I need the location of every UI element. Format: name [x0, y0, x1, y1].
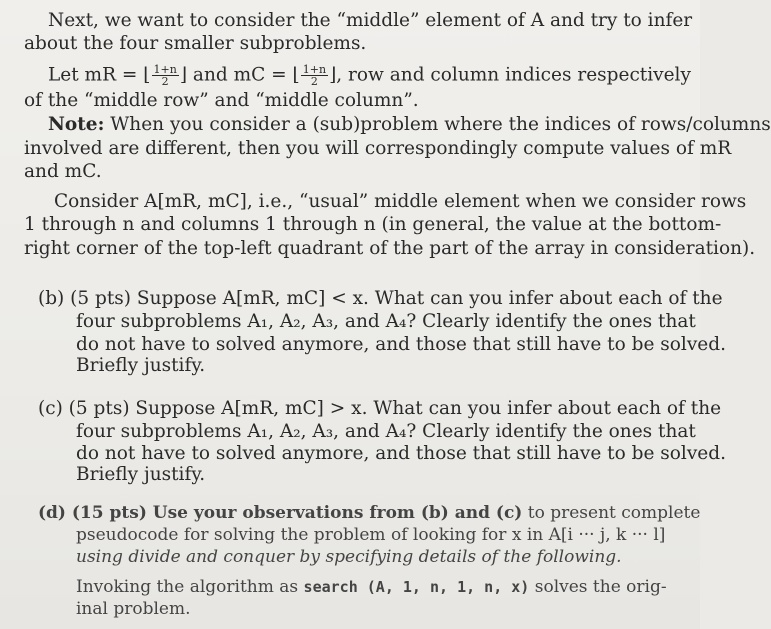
- part-b-line-1: (b) (5 pts) Suppose A[mR, mC] < x. What can you infer about each of the: [38, 288, 723, 309]
- consider-line-3: right corner of the top-left quadrant of the part of the array in consideration).: [24, 238, 756, 259]
- fraction-1: [152, 64, 179, 87]
- part-d-line-5: inal problem.: [76, 599, 191, 619]
- part-c-line-3: do not have to solved anymore, and those that still have to be solved.: [76, 443, 726, 464]
- part-c-line-1: (c) (5 pts) Suppose A[mR, mC] > x. What can you infer about each of the: [38, 398, 722, 419]
- fraction-1-denominator: 2: [161, 75, 169, 88]
- part-d-heading-tail: to present complete: [522, 503, 701, 523]
- part-d-line-2: pseudocode for solving the problem of looking for x in A[i ··· j, k ··· l]: [76, 525, 666, 545]
- note-line-3: and mC.: [24, 161, 102, 182]
- part-b-line-4: Briefly justify.: [76, 355, 206, 376]
- part-c-line-4: Briefly justify.: [76, 464, 206, 485]
- part-d-invoke-text: Invoking the algorithm as: [76, 577, 304, 597]
- fraction-2: [301, 64, 328, 87]
- let-suffix: ⌋, row and column indices respectively: [329, 64, 691, 86]
- consider-line-1: Consider A[mR, mC], i.e., “usual” middle element when we consider rows: [54, 191, 747, 212]
- part-d-line-1: [38, 502, 700, 524]
- search-call-code: search (A, 1, n, 1, n, x): [303, 578, 530, 596]
- part-d-line-3: using divide and conquer by specifying details of the following.: [76, 547, 622, 567]
- note-line-2: involved are different, then you will correspondingly compute values of mR: [24, 138, 732, 159]
- fraction-2-numerator: 1+n: [302, 63, 327, 76]
- note-label: Note:: [48, 114, 105, 135]
- part-b-line-2: four subproblems A₁, A₂, A₃, and A₄? Clearly identify the ones that: [76, 311, 696, 332]
- note-text: When you consider a (sub)problem where the indices of rows/columns: [104, 114, 771, 135]
- part-d-heading: (d) (15 pts) Use your observations from (b) and (c): [38, 503, 523, 523]
- intro-line-2: about the four smaller subproblems.: [24, 33, 367, 54]
- let-prefix: Let mR = ⌊: [48, 64, 151, 86]
- note-line-1: [48, 114, 771, 136]
- part-d-line-4: [76, 576, 667, 598]
- let-line-2: of the “middle row” and “middle column”.: [24, 90, 419, 111]
- consider-line-2: 1 through n and columns 1 through n (in general, the value at the bottom-: [24, 214, 722, 235]
- let-line-1: [48, 64, 691, 87]
- let-middle: ⌋ and mC = ⌊: [179, 64, 300, 86]
- part-b-line-3: do not have to solved anymore, and those that still have to be solved.: [76, 334, 726, 355]
- intro-line-1: Next, we want to consider the “middle” element of A and try to infer: [48, 10, 693, 31]
- part-c-line-2: four subproblems A₁, A₂, A₃, and A₄? Clearly identify the ones that: [76, 421, 696, 442]
- fraction-2-denominator: 2: [310, 75, 318, 88]
- fraction-1-numerator: 1+n: [153, 63, 177, 76]
- part-d-invoke-tail: solves the orig-: [529, 577, 667, 597]
